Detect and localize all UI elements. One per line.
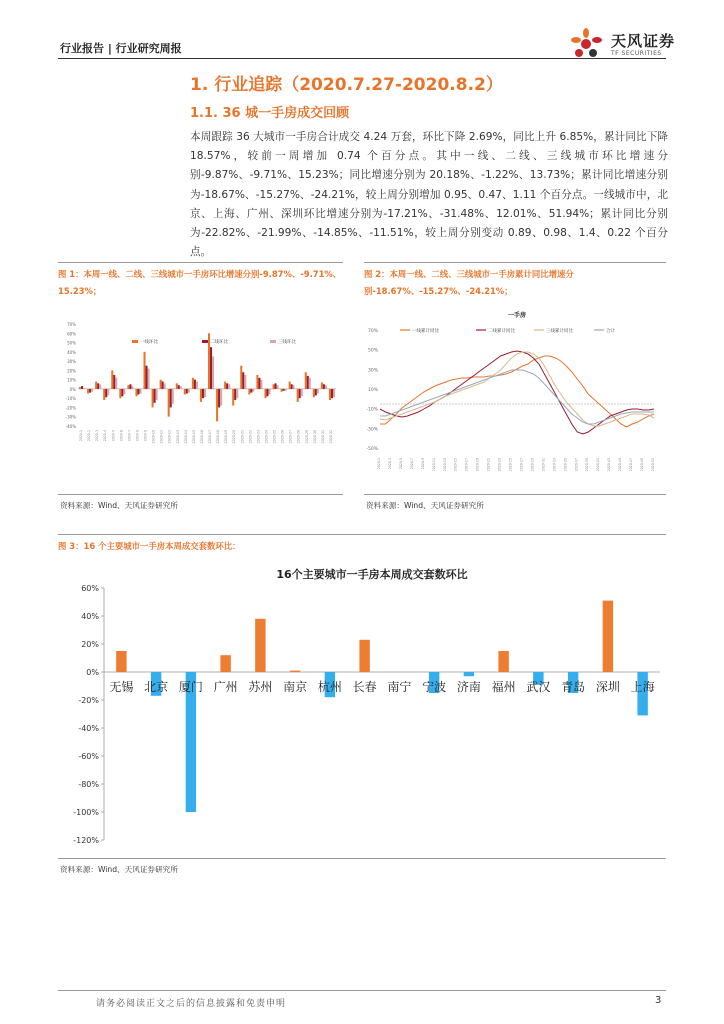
fig1-bar (256, 375, 258, 389)
fig3-category-label: 福州 (491, 680, 516, 694)
fig1-legend-label: 二线环比 (210, 340, 228, 345)
fig3-y-tick-label: 20% (81, 640, 99, 649)
fig3-source: 资料来源：Wind、天风证券研究所 (60, 865, 178, 874)
fig1-bar (212, 356, 214, 388)
fig1-bar (148, 369, 150, 389)
fig1-bar (131, 386, 133, 389)
fig1-bar (277, 385, 279, 389)
fig2-x-tick-label: 2020-39 (585, 458, 590, 472)
flower-icon (571, 28, 602, 57)
fig2-series-line (380, 351, 654, 434)
fig1-x-tick-label: 2020-6 (119, 430, 124, 442)
fig1-bar (162, 381, 164, 388)
fig2-y-tick-label: -50% (366, 447, 378, 452)
fig2-x-tick-label: 2020-47 (629, 458, 634, 472)
fig1-bar (236, 389, 238, 398)
fig2-y-tick-label: 30% (367, 368, 378, 374)
fig1-bar (184, 389, 186, 395)
fig2-title (364, 266, 666, 300)
fig1-bar (232, 389, 234, 406)
fig1-bar (216, 389, 218, 421)
fig3-category-label: 宁波 (422, 680, 447, 694)
fig1-bar (248, 389, 250, 395)
fig2-x-tick-label: 2020-5 (398, 458, 403, 470)
fig2-x-tick-label: 2020-21 (486, 458, 491, 472)
fig1-x-tick-label: 2020-29 (304, 430, 309, 444)
fig1-x-tick-label: 2020-32 (328, 430, 333, 444)
fig2-x-tick-label: 2020-1 (377, 458, 381, 470)
fig1-bar (204, 389, 206, 397)
fig1-legend-label: 一线环比 (140, 340, 158, 345)
fig1-x-tick-label: 2020-20 (232, 430, 237, 444)
fig1-bar (115, 378, 117, 389)
fig2-x-tick-label: 2020-11 (431, 458, 436, 472)
fig2-x-tick-label: 2020-49 (640, 458, 645, 472)
fig2-x-tick-label: 2020-33 (552, 458, 557, 472)
fig1-x-tick-label: 2020-26 (280, 430, 285, 444)
fig3-bar (255, 619, 265, 672)
fig3-category-label: 南宁 (387, 680, 412, 694)
fig3-category-label: 苏州 (248, 680, 273, 694)
fig1-x-tick-label: 2020-3 (95, 430, 100, 442)
fig1-x-tick-label: 2020-24 (264, 430, 269, 444)
fig3-title (58, 538, 240, 555)
fig2-x-tick-label: 2020-7 (409, 458, 414, 470)
fig2-x-tick-label: 2020-29 (530, 458, 535, 472)
disclaimer: 请务必阅读正文之后的信息披露和免责申明 (96, 999, 287, 1009)
fig1-bar (164, 383, 166, 389)
fig1-bar (172, 389, 174, 404)
fig1-x-tick-label: 2020-4 (103, 430, 108, 442)
fig1-bar (329, 389, 331, 400)
fig1-bar (168, 389, 170, 417)
fig3-bottom-rule (58, 858, 666, 859)
fig1-bar (97, 383, 99, 389)
fig2-chart (364, 306, 664, 490)
fig1-bar (107, 389, 109, 395)
fig3-bar (220, 655, 230, 672)
fig3-category-label: 南京 (283, 680, 308, 694)
fig1-bar (188, 389, 190, 393)
fig3-category-label: 济南 (456, 680, 481, 694)
page-number: 3 (655, 995, 662, 1006)
fig1-legend-swatch (132, 340, 138, 343)
fig1-bar (323, 384, 325, 389)
fig3-y-tick-label: 40% (81, 612, 99, 621)
fig2-legend-label: 三线累计同比 (546, 329, 573, 334)
fig2-y-tick-label: 70% (367, 329, 378, 334)
fig1-x-tick-label: 2020-15 (191, 430, 196, 444)
fig1-bar (242, 372, 244, 389)
fig1-bar (200, 389, 202, 402)
fig3-y-tick-label: -100% (73, 808, 99, 817)
fig1-bar (99, 384, 101, 389)
fig3-y-tick-label: 0% (86, 668, 99, 677)
fig1-bar (137, 389, 139, 395)
fig2-source: 资料来源：Wind、天风证券研究所 (366, 501, 484, 510)
fig1-bar (105, 389, 107, 397)
fig3-y-tick-label: -60% (78, 752, 99, 761)
fig1-bar (220, 389, 222, 406)
fig1-x-tick-label: 2020-9 (143, 430, 148, 442)
fig1-bar (210, 347, 212, 389)
fig1-bar (192, 378, 194, 389)
fig1-bar (285, 389, 287, 391)
fig3-chart-title: 16个主要城市一手房本周成交套数环比 (276, 568, 468, 581)
fig1-bar (79, 387, 81, 389)
fig1-x-tick-label: 2020-23 (256, 430, 261, 444)
fig1-bar (196, 381, 198, 388)
subsection-heading: 1.1. 36 城一手房成交回顾 (190, 106, 350, 121)
fig3-y-tick-label: 60% (81, 584, 99, 593)
fig3-category-label: 武汉 (526, 680, 551, 694)
fig1-y-tick-label: -10% (65, 396, 76, 402)
fig2-x-tick-label: 2020-13 (442, 458, 447, 472)
fig1-bar (95, 381, 97, 388)
fig1-bar (226, 383, 228, 389)
fig1-chart (60, 318, 342, 466)
fig3-category-label: 北京 (144, 680, 169, 694)
fig2-x-tick-label: 2020-15 (453, 458, 458, 472)
fig1-x-tick-label: 2020-19 (224, 430, 229, 444)
fig2-legend-label: 合计 (606, 329, 615, 334)
fig1-bar (281, 389, 283, 392)
fig1-title-text: 本周一线、二线、三线城市一手房环比增速分别-9.87%、-9.71%、15.23%； (58, 269, 342, 296)
fig2-x-tick-label: 2020-3 (387, 458, 392, 470)
fig1-y-tick-label: 40% (67, 349, 76, 355)
fig1-bar (307, 376, 309, 389)
fig1-bar (228, 384, 230, 389)
fig1-bar (240, 366, 242, 389)
fig2-x-tick-label: 2020-35 (563, 458, 568, 472)
report-category: 行业报告 | 行业研究周报 (60, 42, 182, 55)
fig1-bar (144, 352, 146, 389)
fig1-bar (81, 386, 83, 389)
fig3-category-label: 厦门 (178, 680, 203, 694)
fig2-chart-title: 一手房 (507, 312, 527, 319)
fig1-x-tick-label: 2020-12 (167, 430, 172, 444)
fig1-bar (313, 389, 315, 397)
fig2-x-tick-label: 2020-31 (541, 458, 546, 472)
fig1-x-tick-label: 2020-21 (240, 430, 245, 444)
fig1-bar (264, 389, 266, 398)
fig3-bar (290, 671, 300, 672)
fig1-bar (333, 389, 335, 397)
fig1-top-rule (58, 262, 343, 263)
fig1-bar (218, 389, 220, 408)
fig1-bar (103, 389, 105, 400)
fig2-x-tick-label: 2020-27 (519, 458, 524, 472)
fig1-y-tick-label: 30% (67, 359, 76, 365)
fig1-bar (234, 389, 236, 400)
fig1-y-tick-label: 60% (67, 331, 76, 337)
fig1-x-tick-label: 2020-22 (248, 430, 253, 444)
fig1-legend-swatch (270, 340, 276, 343)
fig1-x-tick-label: 2020-28 (296, 430, 301, 444)
fig3-category-label: 广州 (213, 680, 238, 694)
fig1-bar (152, 389, 154, 408)
brand-sub: TF SECURITIES (611, 50, 662, 57)
fig1-bar (258, 378, 260, 389)
fig1-x-tick-label: 2020-2 (87, 430, 92, 442)
fig2-x-tick-label: 2020-19 (475, 458, 480, 472)
footer-divider (58, 990, 666, 991)
fig2-title-text: 本周一线、二线、三线城市一手房累计同比增速分别-18.67%、-15.27%、-24.21%； (364, 269, 574, 296)
fig3-category-label: 杭州 (317, 680, 342, 694)
fig1-x-tick-label: 2020-1 (79, 430, 84, 442)
fig1-bar (87, 389, 89, 394)
fig1-bar (224, 381, 226, 388)
fig1-bar (121, 389, 123, 396)
fig3-category-label: 长春 (352, 680, 377, 694)
fig1-bar (275, 383, 277, 389)
fig1-x-tick-label: 2020-31 (320, 430, 325, 444)
fig1-bar (111, 370, 113, 389)
fig3-y-tick-label: -120% (73, 836, 99, 845)
fig1-bar (89, 389, 91, 393)
fig1-bar (309, 378, 311, 389)
fig1-y-tick-label: -40% (65, 424, 76, 429)
fig1-bar (252, 389, 254, 392)
fig1-bar (194, 380, 196, 389)
fig1-bar (135, 389, 137, 396)
fig1-bar (129, 384, 131, 389)
fig1-bottom-rule (58, 494, 343, 495)
fig1-bar (123, 389, 125, 395)
fig1-bar (317, 389, 319, 394)
fig3-bar (116, 651, 126, 672)
brand-name: 天风证券 (611, 32, 676, 50)
fig1-bar (156, 389, 158, 400)
fig1-label: 图 1： (58, 269, 84, 279)
fig3-category-label: 无锡 (109, 680, 134, 694)
fig2-y-tick-label: 10% (367, 388, 378, 393)
fig1-bar (321, 382, 323, 388)
fig1-y-tick-label: -30% (65, 414, 76, 420)
fig2-x-tick-label: 2020-45 (618, 458, 623, 472)
fig1-bar (291, 384, 293, 389)
fig2-label: 图 2： (364, 269, 390, 279)
fig1-bar (154, 389, 156, 403)
fig2-x-tick-label: 2020-25 (508, 458, 513, 472)
fig2-y-tick-label: -10% (366, 407, 378, 413)
fig1-bar (160, 380, 162, 389)
fig3-label: 图 3： (58, 541, 84, 551)
fig1-bar (180, 386, 182, 389)
fig1-x-tick-label: 2020-10 (151, 430, 156, 444)
fig1-bar (299, 389, 301, 398)
fig1-bar (266, 389, 268, 396)
fig3-y-tick-label: -40% (78, 724, 99, 733)
fig1-bar (268, 389, 270, 395)
fig1-bar (244, 375, 246, 389)
fig3-top-rule (58, 534, 666, 535)
fig3-bar (603, 601, 613, 672)
fig2-x-tick-label: 2020-23 (497, 458, 502, 472)
fig2-x-tick-label: 2020-41 (596, 458, 601, 472)
fig1-legend-swatch (202, 340, 208, 343)
header-divider (58, 58, 666, 59)
fig1-bar (146, 366, 148, 389)
fig2-x-tick-label: 2020-17 (464, 458, 469, 472)
fig3-y-tick-label: -80% (78, 780, 99, 789)
fig1-x-tick-label: 2020-8 (135, 430, 140, 442)
fig1-bar (293, 385, 295, 389)
fig1-x-tick-label: 2020-27 (288, 430, 293, 444)
fig2-bottom-rule (364, 494, 666, 495)
fig1-x-tick-label: 2020-25 (272, 430, 277, 444)
fig1-bar (119, 389, 121, 398)
fig3-category-label: 深圳 (595, 680, 620, 694)
fig1-bar (91, 389, 93, 392)
fig2-series-line (380, 356, 654, 427)
section-heading: 1. 行业追踪（2020.7.27-2020.8.2） (190, 75, 503, 95)
fig3-category-label: 青岛 (561, 680, 586, 694)
fig2-y-tick-label: -30% (366, 427, 378, 433)
fig1-bar (170, 389, 172, 408)
fig1-x-tick-label: 2020-11 (159, 430, 164, 444)
fig1-x-tick-label: 2020-13 (175, 430, 180, 444)
fig1-x-tick-label: 2020-30 (312, 430, 317, 444)
fig3-bar (464, 672, 474, 676)
fig1-y-tick-label: 10% (67, 377, 76, 383)
fig1-bar (331, 389, 333, 398)
fig1-y-tick-label: 50% (67, 340, 76, 346)
fig1-bar (178, 385, 180, 389)
fig1-title (58, 266, 343, 300)
fig1-bar (127, 385, 129, 389)
fig3-y-tick-label: -20% (78, 696, 99, 705)
fig1-bar (186, 389, 188, 394)
fig1-bar (297, 389, 299, 402)
fig3-chart (60, 560, 664, 856)
fig1-x-tick-label: 2020-17 (208, 430, 213, 444)
fig1-bar (83, 388, 85, 389)
fig1-source: 资料来源：Wind、天风证券研究所 (60, 501, 178, 510)
fig1-bar (325, 385, 327, 389)
fig1-bar (260, 380, 262, 389)
fig2-legend-label: 一线累计同比 (412, 329, 439, 334)
fig1-bar (113, 375, 115, 389)
fig3-bar (359, 640, 369, 672)
fig1-bar (283, 389, 285, 391)
fig2-x-tick-label: 2020-9 (420, 458, 425, 470)
fig1-y-tick-label: 0% (69, 386, 76, 392)
fig3-category-label: 上海 (630, 680, 655, 694)
fig1-bar (273, 384, 275, 389)
fig1-x-tick-label: 2020-18 (216, 430, 221, 444)
fig2-y-tick-label: 50% (367, 348, 378, 354)
fig1-bar (305, 372, 307, 389)
fig2-x-tick-label: 2020-37 (574, 458, 579, 472)
fig1-y-tick-label: -20% (65, 405, 76, 411)
fig1-bar (176, 383, 178, 389)
fig2-legend-label: 二线累计同比 (488, 329, 515, 334)
fig1-x-tick-label: 2020-5 (111, 430, 116, 442)
fig1-y-tick-label: 20% (67, 368, 76, 374)
fig1-x-tick-label: 2020-14 (183, 430, 188, 444)
fig2-x-tick-label: 2020-43 (607, 458, 612, 472)
fig1-bar (250, 389, 252, 393)
fig2-x-tick-label: 2020-51 (651, 458, 655, 472)
fig1-bar (202, 389, 204, 398)
fig1-bar (139, 389, 141, 394)
fig2-top-rule (364, 262, 666, 263)
fig3-title-text: 16 个主要城市一手房本周成交套数环比： (83, 541, 241, 551)
fig1-x-tick-label: 2020-7 (127, 430, 132, 442)
fig1-bar (289, 381, 291, 388)
fig3-bar (498, 651, 508, 672)
fig1-bar (301, 389, 303, 396)
body-paragraph: 本周跟踪 36 大城市一手房合计成交 4.24 万套，环比下降 2.69%，同比上升 6.85%，累计同比下降 18.57%，较前一周增加 0.74 个百分点。其中一线、二线、三线城市环比增速分别-9.87%、-9.71%、15.23%；同比增速分别为 20.18%、-1.22%、13.73%；累计同比增速分别为-18.67%、-15.27%、-24.21%，较上周分别增加 0.95、0.47、1.11 个百分点。一线城市中，北京、上海、广州、深圳环比增速分别为-17.21%、-31.48%、12.01%、51.94%；累计同比分别为-22.82%、-21.99%、-14.85%、-11.51%，较上周分别变动 0.89、0.98、1.4、0.22 个百分点。 (190, 131, 668, 259)
fig1-y-tick-label: 70% (67, 322, 76, 327)
fig1-bar (315, 389, 317, 395)
fig1-legend-label: 三线环比 (278, 340, 296, 345)
fig1-x-tick-label: 2020-16 (199, 430, 204, 444)
